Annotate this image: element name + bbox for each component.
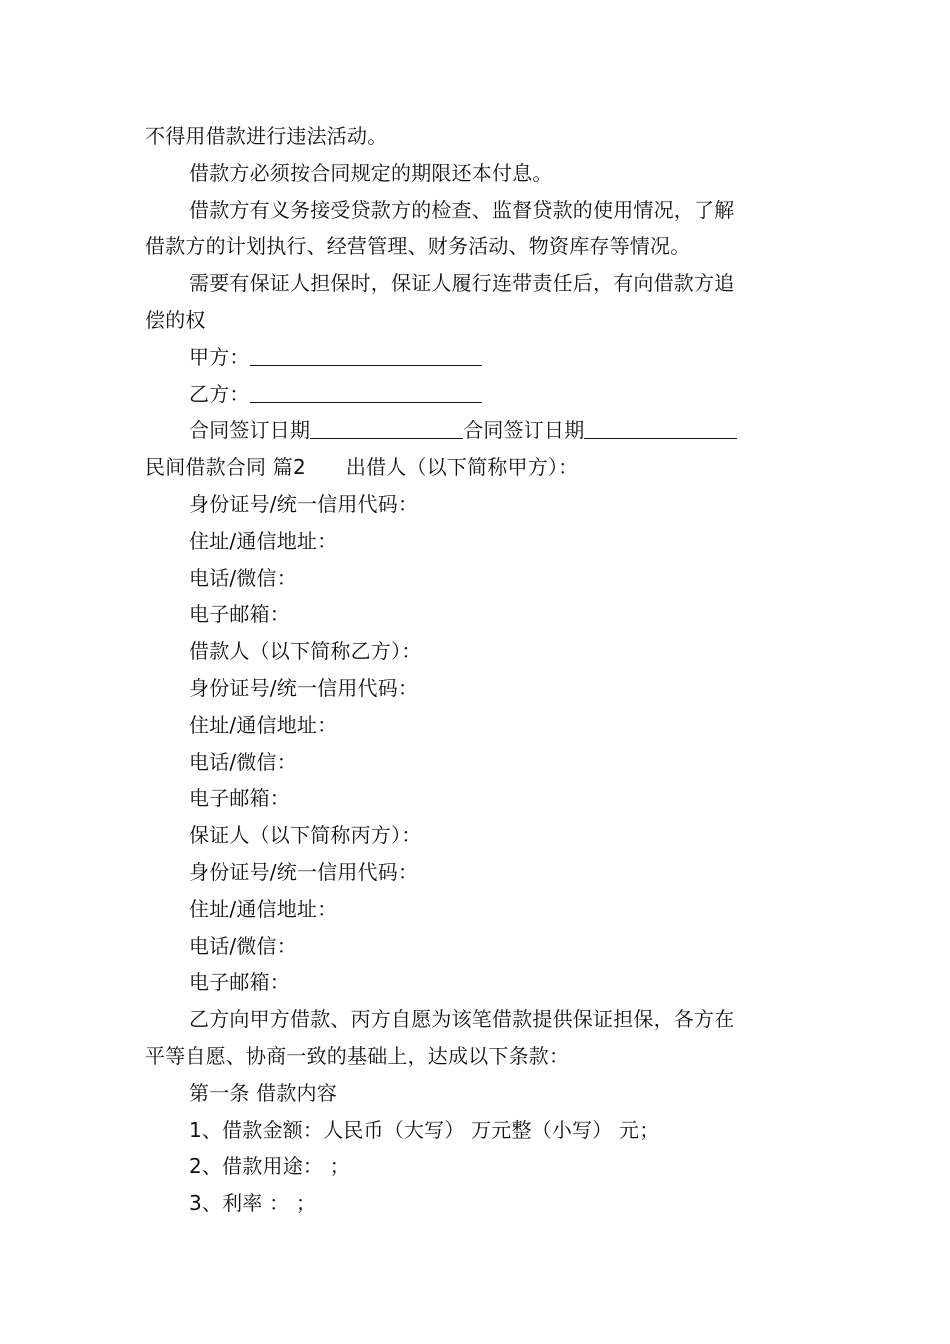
- paragraph-line: 借款方的计划执行、经营管理、财务活动、物资库存等情况。: [145, 234, 691, 259]
- party-b-label: 乙方：: [189, 381, 250, 406]
- party-field: 住址/通信地址：: [189, 896, 338, 921]
- paragraph-line: 借款方必须按合同规定的期限还本付息。: [189, 160, 553, 185]
- paragraph-line: 借款方有义务接受贷款方的检查、监督贷款的使用情况，了解: [189, 197, 735, 222]
- sign-date-blank: [310, 418, 463, 439]
- sign-date-label: 合同签订日期: [189, 418, 311, 443]
- paragraph-line: 不得用借款进行违法活动。: [145, 124, 388, 148]
- sign-date-label: 合同签订日期: [463, 418, 585, 443]
- party-field: 电话/微信：: [189, 933, 297, 958]
- party-field: 住址/通信地址：: [189, 712, 338, 737]
- party-field: 电子邮箱：: [189, 602, 290, 627]
- party-a-label: 甲方：: [189, 344, 250, 369]
- section-title: 民间借款合同 篇2: [145, 455, 306, 480]
- paragraph-line: 偿的权: [145, 307, 206, 332]
- party-a-blank: [250, 345, 482, 366]
- article-item: 2、借款用途： ；: [189, 1154, 350, 1179]
- party-field: 借款人（以下简称乙方）：: [189, 639, 422, 664]
- party-b-signature-line: [145, 376, 810, 413]
- agreement-line: 平等自愿、协商一致的基础上，达成以下条款：: [145, 1043, 570, 1068]
- party-b-blank: [250, 382, 482, 403]
- article-item: 1、借款金额：人民币（大写） 万元整（小写） 元；: [189, 1117, 660, 1142]
- party-field: 身份证号/统一信用代码：: [189, 859, 419, 884]
- party-a-signature-line: [145, 339, 810, 376]
- agreement-line: 乙方向甲方借款、丙方自愿为该笔借款提供保证担保，各方在: [189, 1007, 735, 1032]
- article-item: 3、利率 ： ；: [189, 1191, 317, 1216]
- section-heading-line: [145, 449, 810, 486]
- party-field: 身份证号/统一信用代码：: [189, 491, 419, 516]
- party-field: 电话/微信：: [189, 565, 297, 590]
- sign-date-line: [145, 412, 810, 449]
- paragraph-line: 需要有保证人担保时，保证人履行连带责任后，有向借款方追: [189, 271, 735, 296]
- party-field: 保证人（以下简称丙方）：: [189, 823, 422, 848]
- party-field: 电子邮箱：: [189, 970, 290, 995]
- sign-date-blank: [584, 418, 737, 439]
- article-title: 第一条 借款内容: [189, 1080, 337, 1105]
- document-body: [145, 118, 810, 1222]
- party-field: 电子邮箱：: [189, 786, 290, 811]
- party-field: 电话/微信：: [189, 749, 297, 774]
- party-field: 住址/通信地址：: [189, 528, 338, 553]
- party-field: 身份证号/统一信用代码：: [189, 675, 419, 700]
- lender-heading: 出借人（以下简称甲方）：: [345, 455, 579, 480]
